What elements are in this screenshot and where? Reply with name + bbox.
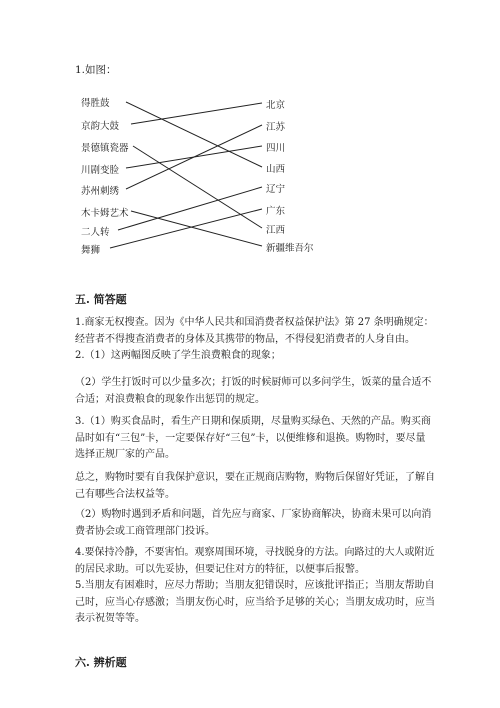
left-item-7: 二人转	[81, 227, 110, 238]
answer-3-2: （2）购物时遇到矛盾和问题，首先应与商家、厂家协商解决，协商未果可以向消费者协会或工商管理部门投诉。	[75, 509, 432, 537]
left-item-2: 京韵大鼓	[81, 121, 120, 132]
answer-5: 5.当朋友有困难时，应尽力帮助；当朋友犯错误时，应该批评指正；当朋友帮助自己时，应当心存感激；当朋友伤心时，应当给予足够的关心；当朋友成功时，应当表示祝贺等等。	[75, 580, 435, 624]
match-line-8	[110, 209, 262, 248]
answer-2-2: （2）学生打饭时可以少量多次；打饭的时候厨师可以多问学生，饭菜的量合适不合适；对浪费粮食的现象作出惩罚的规定。	[75, 377, 432, 405]
answer-2-1: 2.（1）这两幅图反映了学生浪费粮食的现象；	[75, 350, 281, 361]
matching-lines	[0, 0, 500, 260]
left-item-1: 得胜鼓	[81, 98, 110, 109]
left-item-5: 苏州刺绣	[81, 186, 120, 197]
answer-4: 4.要保持冷静，不要害怕。观察周围环境，寻找脱身的方法。向路过的大人或附近的居民求助。可以先妥协，但要记住对方的特征，以便事后报警。	[75, 547, 435, 575]
answer-1: 1.商家无权搜查。因为《中华人民共和国消费者权益保护法》第 27 条明确规定：经营者不得搜查消费者的身体及其携带的物品，不得侵犯消费者的人身自由。	[75, 317, 434, 345]
right-item-7: 江西	[266, 225, 286, 236]
right-item-6: 广东	[266, 206, 286, 217]
section-5-title: 五. 简答题	[75, 293, 127, 306]
section-6-title: 六. 辨析题	[75, 656, 127, 669]
right-item-1: 北京	[266, 100, 286, 111]
left-item-6: 木卡姆艺术	[81, 208, 129, 219]
left-item-3: 景德镇瓷器	[81, 143, 129, 154]
question-1-label: 1.如图：	[75, 64, 117, 76]
left-item-4: 川剧变脸	[81, 165, 120, 176]
left-item-8: 舞狮	[81, 245, 101, 256]
answer-3-summary: 总之，购物时要有自我保护意识，要在正规商店购物，购物后保留好凭证，了解自己有哪些合法权益等。	[75, 472, 435, 500]
right-item-3: 四川	[266, 143, 286, 154]
right-item-5: 辽宁	[266, 184, 286, 195]
match-line-6	[131, 211, 262, 246]
answer-3-1: 3.（1）购买食品时，看生产日期和保质期，尽量购买绿色、天然的产品。购买商品时如有“三包”卡，一定要保存好“三包”卡，以便维修和退换。购物时，要尽量选择正规厂家的产品。	[75, 416, 431, 460]
match-line-7	[118, 187, 262, 230]
right-item-4: 山西	[266, 164, 286, 175]
right-item-8: 新疆维吾尔	[266, 243, 314, 254]
right-item-2: 江苏	[266, 122, 286, 133]
